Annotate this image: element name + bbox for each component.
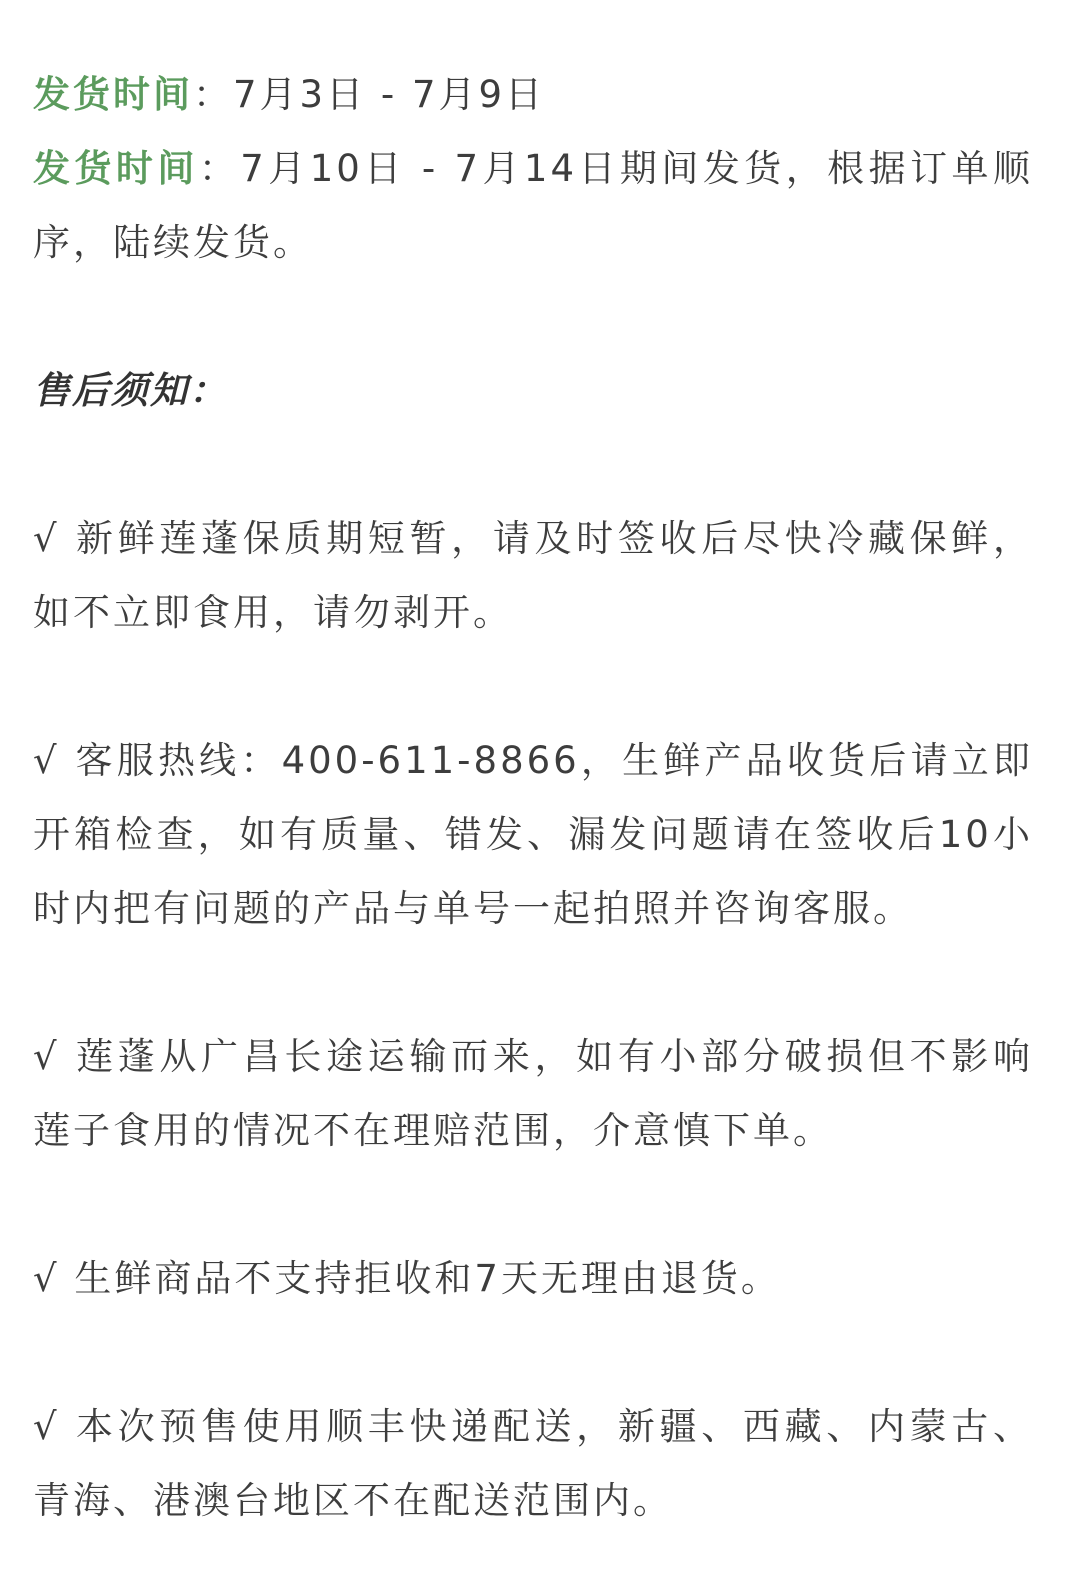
after-sales-title: 售后须知：: [33, 369, 228, 412]
article-body: [33, 58, 1033, 1538]
shipping-line-2: [33, 132, 1033, 280]
shipping-label: 发货时间: [33, 147, 199, 190]
after-sales-item-hotline: √ 客服热线：400-611-8866，生鲜产品收货后请立即开箱检查，如有质量、错发、漏发问题请在签收后10小时内把有问题的产品与单号一起拍照并咨询客服。: [33, 739, 1033, 930]
shipping-line-1: [33, 58, 1033, 132]
after-sales-item-transport: √ 莲蓬从广昌长途运输而来，如有小部分破损但不影响莲子食用的情况不在理赔范围，介意慎下单。: [33, 1035, 1033, 1152]
shipping-dates: 7月3日 - 7月9日: [233, 73, 546, 116]
shipping-colon: ：: [198, 147, 241, 190]
after-sales-item-delivery-area: √ 本次预售使用顺丰快递配送，新疆、西藏、内蒙古、青海、港澳台地区不在配送范围内。: [33, 1405, 1033, 1522]
after-sales-item-freshness: √ 新鲜莲蓬保质期短暂，请及时签收后尽快冷藏保鲜，如不立即食用，请勿剥开。: [33, 517, 1033, 634]
shipping-dates: 7月10日 - 7月14日期间发货，根据订单顺序，陆续发货。: [33, 147, 1033, 264]
shipping-colon: ：: [193, 73, 233, 116]
shipping-label: 发货时间: [33, 73, 193, 116]
shipping-info: [33, 58, 1033, 280]
after-sales-item-no-returns: √ 生鲜商品不支持拒收和7天无理由退货。: [33, 1257, 781, 1300]
